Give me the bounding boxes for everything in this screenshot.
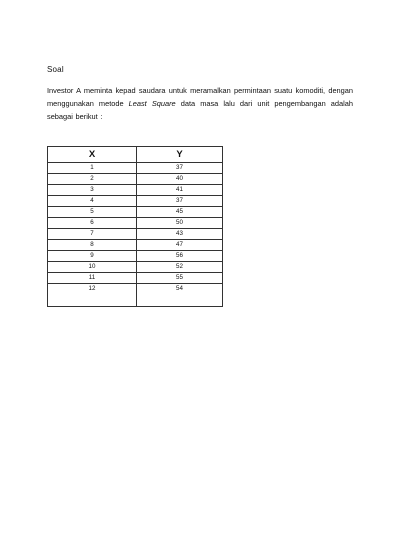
column-header-y: Y [137, 147, 223, 163]
cell-x: 2 [48, 174, 137, 185]
table-row [48, 251, 223, 262]
table-row [48, 218, 223, 229]
table-header-row [48, 147, 223, 163]
cell-x: 9 [48, 251, 137, 262]
paragraph-text-end: data masa lalu dari unit pengembangan adalah sebagai berikut : [47, 99, 353, 121]
cell-x: 7 [48, 229, 137, 240]
cell-y: 43 [137, 229, 223, 240]
cell-y: 47 [137, 240, 223, 251]
cell-x: 1 [48, 163, 137, 174]
cell-x: 5 [48, 207, 137, 218]
table-row [48, 229, 223, 240]
table-row [48, 262, 223, 273]
cell-y: 40 [137, 174, 223, 185]
cell-x: 12 [48, 284, 137, 307]
cell-x: 10 [48, 262, 137, 273]
table-row [48, 163, 223, 174]
cell-x: 11 [48, 273, 137, 284]
cell-y: 55 [137, 273, 223, 284]
cell-x: 6 [48, 218, 137, 229]
cell-y: 50 [137, 218, 223, 229]
cell-x: 3 [48, 185, 137, 196]
cell-y: 54 [137, 284, 223, 307]
cell-y: 56 [137, 251, 223, 262]
table-row [48, 185, 223, 196]
paragraph-italic-term: Least Square [128, 99, 176, 108]
section-heading: Soal [47, 65, 64, 74]
cell-y: 45 [137, 207, 223, 218]
column-header-x: X [48, 147, 137, 163]
cell-y: 41 [137, 185, 223, 196]
cell-x: 8 [48, 240, 137, 251]
data-table [47, 146, 223, 307]
cell-y: 37 [137, 163, 223, 174]
problem-paragraph [47, 84, 353, 123]
cell-y: 37 [137, 196, 223, 207]
table-body [48, 163, 223, 307]
cell-x: 4 [48, 196, 137, 207]
table-row [48, 284, 223, 307]
table-row [48, 196, 223, 207]
table-row [48, 273, 223, 284]
paragraph-text-start: Investor A meminta kepad saudara untuk meramalkan permintaan suatu komoditi, dengan menggunakan metode [47, 86, 353, 108]
table-row [48, 207, 223, 218]
table-row [48, 240, 223, 251]
table-row [48, 174, 223, 185]
cell-y: 52 [137, 262, 223, 273]
